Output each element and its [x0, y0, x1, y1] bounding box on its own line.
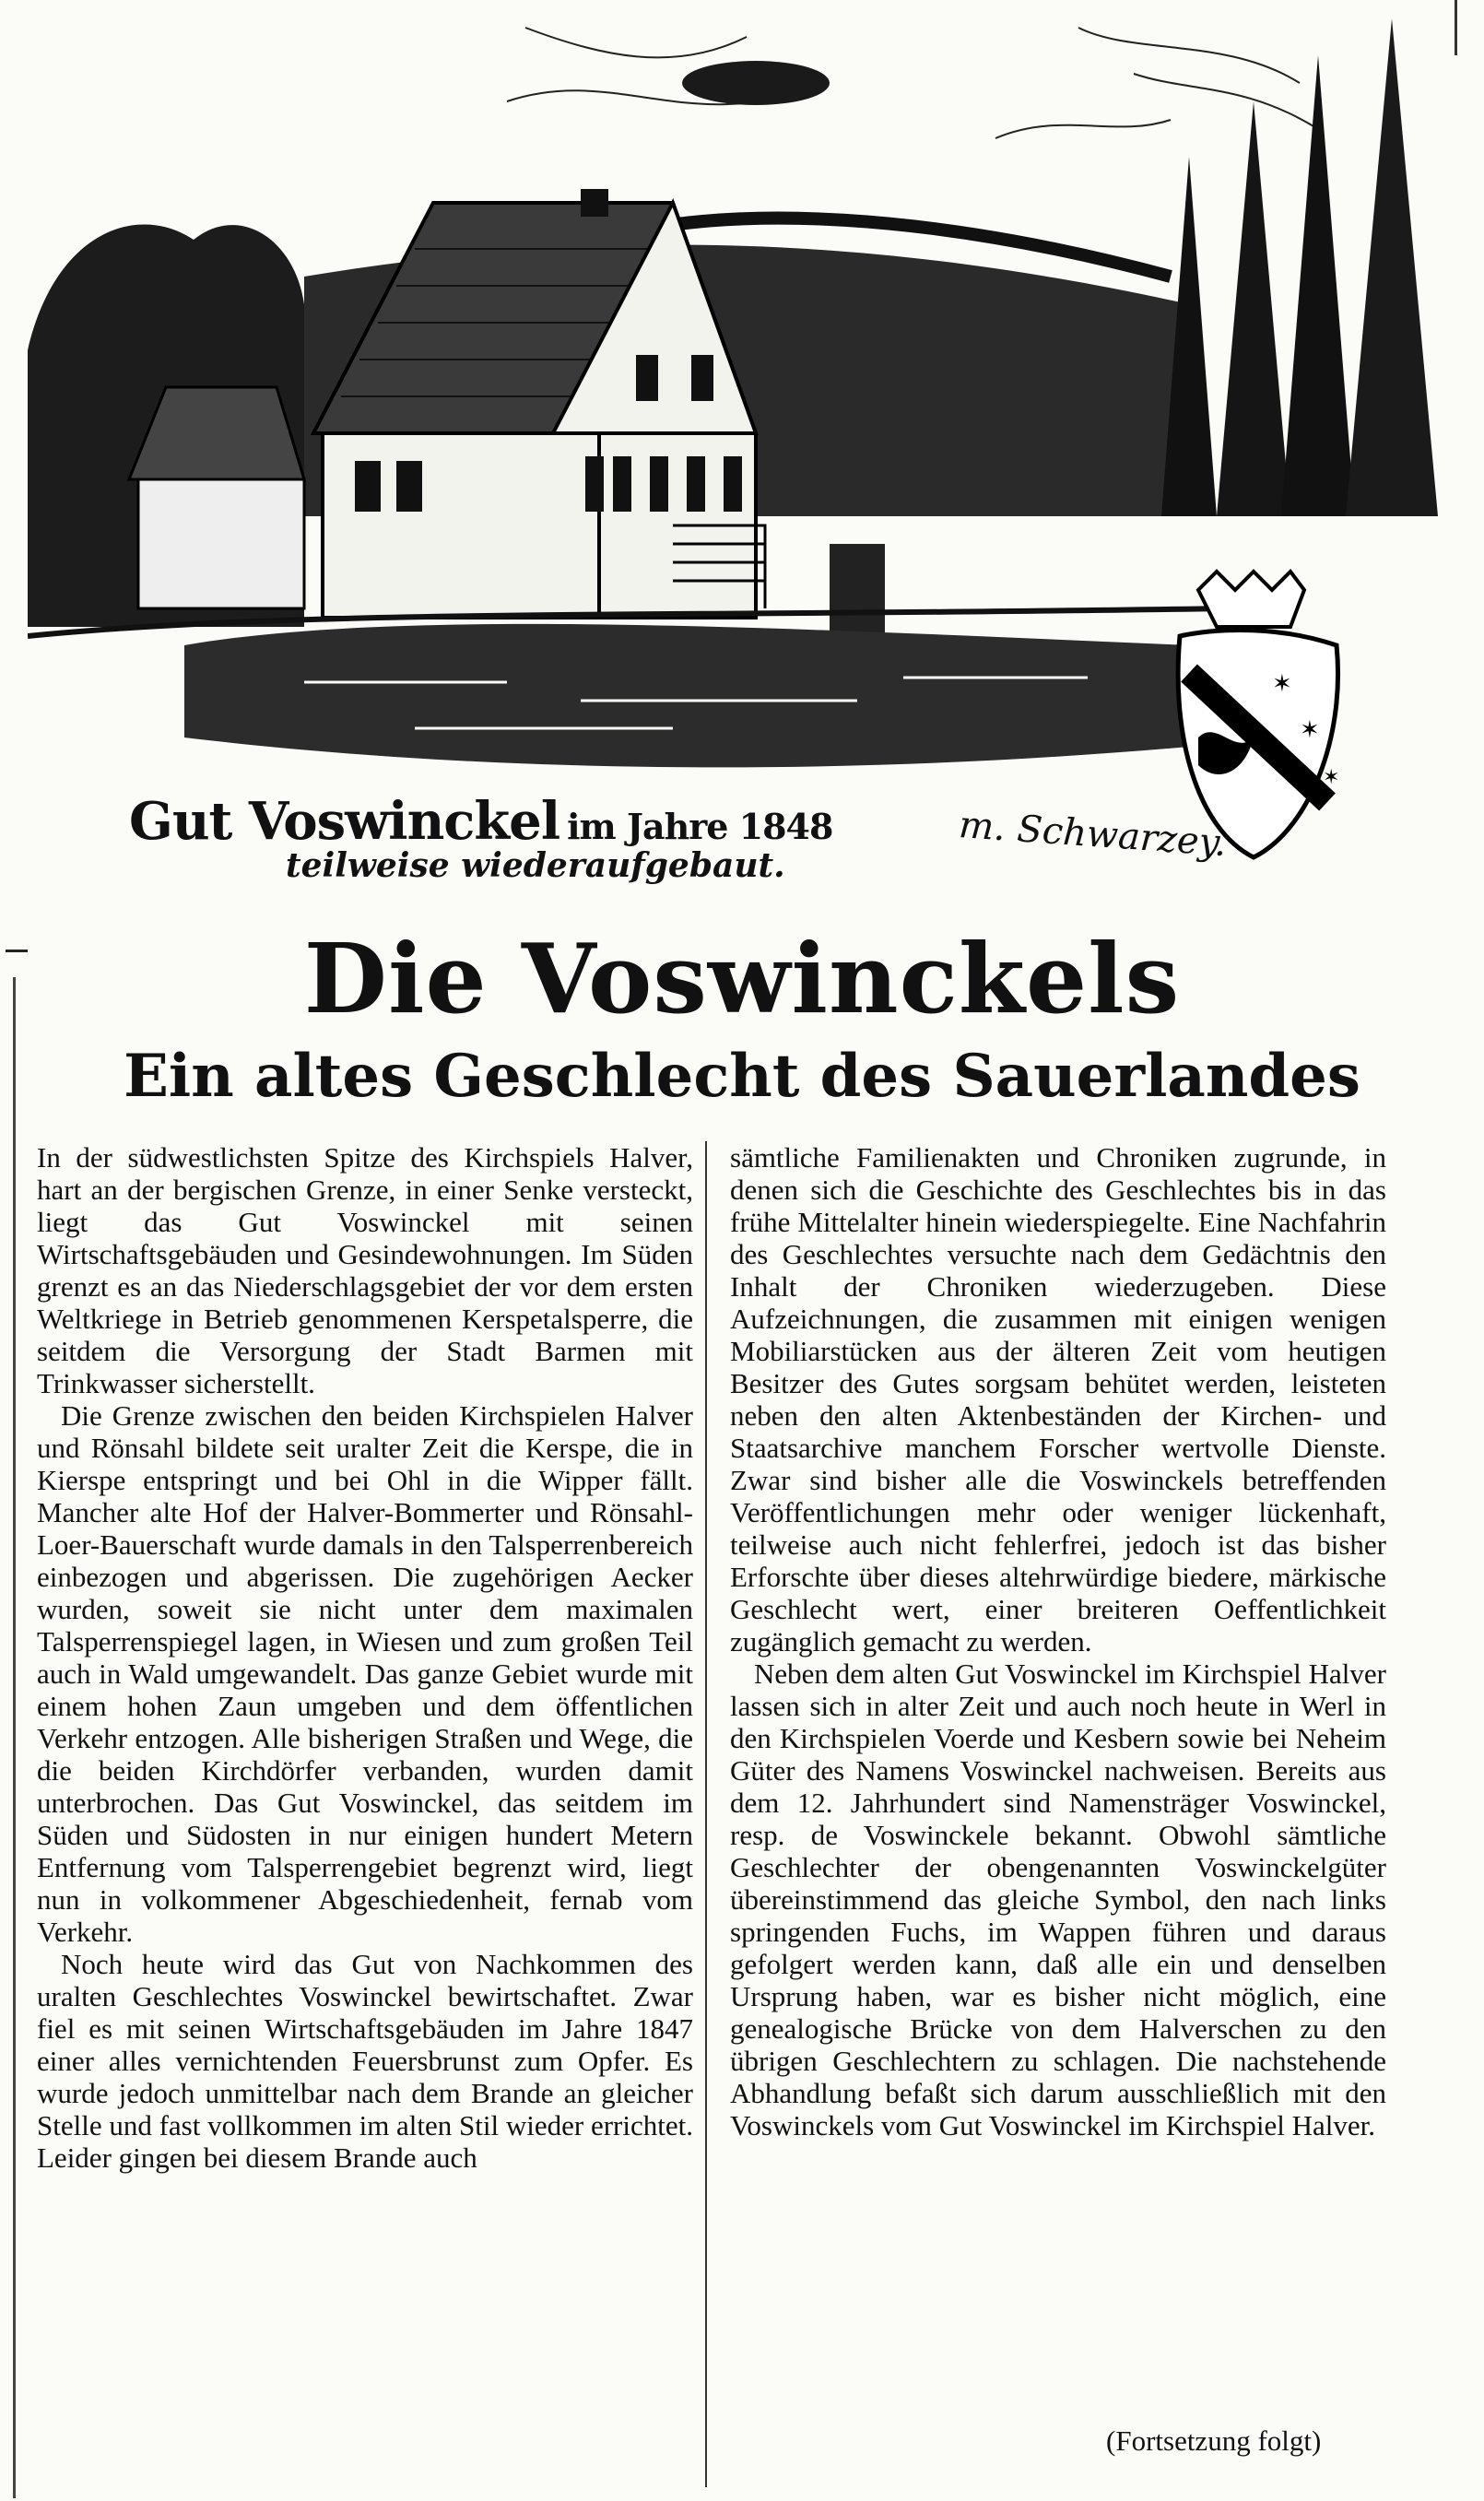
article-title: Die Voswinckels — [303, 922, 1181, 1035]
svg-text:✶: ✶ — [1323, 766, 1340, 789]
paragraph: Die Grenze zwischen den beiden Kirchspielen Halver und Rönsahl bildete seit uralter Zeit die Kerspe, die in Kierspe entspringt und bei Ohl in die Wipper fällt. Mancher alte Hof der Halver-Bommerter und Rönsahl-Loer-Bauerschaft wurde damals in den Talsperrenbereich einbezogen und abgerissen. Die zugehörigen Aecker wurden, soweit sie nicht unter dem maximalen Talsperrenspiegel lagen, in Wiesen und zum großen Teil auch in Wald umgewandelt. Das ganze Gebiet wurde mit einem hohen Zaun umgeben und dem öffentlichen Verkehr entzogen. Alle bisherigen Straßen und Wege, die die beiden Kirchdörfer verbanden, wurden damit unterbrochen. Das Gut Voswinckel, das seitdem im Süden und Südosten in nur einigen hundert Metern Entfernung vom Talsperrengebiet begrenzt wird, liegt nun in volkommener Abgeschiedenheit, fernab vom Verkehr. — [37, 1399, 693, 1948]
article-column-2 — [730, 1141, 1386, 2141]
caption-year: im Jahre 1848 — [567, 806, 833, 847]
farmhouse-drawing — [28, 0, 1447, 908]
left-edge-rule — [13, 977, 16, 2498]
paragraph: sämtliche Familienakten und Chroniken zugrunde, in denen sich die Geschichte des Geschlechtes bis in das frühe Mittelalter hinein wiederspiegelte. Eine Nachfahrin des Geschlechtes versuchte nach dem Gedächtnis den Inhalt der Chroniken wiederzugeben. Diese Aufzeichnungen, die zusammen mit einigen wenigen Mobiliarstücken aus der älteren Zeit vom heutigen Besitzer des Gutes sorgsam behütet werden, leisteten neben den alten Aktenbeständen der Kirchen- und Staatsarchive manchem Forscher wertvolle Dienste. Zwar sind bisher alle die Voswinckels betreffenden Veröffentlichungen mehr oder weniger lückenhaft, teilweise auch nicht fehlerfrei, jedoch ist das bisher Erforschte über dieses altehrwürdige biedere, märkische Geschlecht wert, einer breiteren Oeffentlichkeit zugänglich gemacht zu werden. — [730, 1141, 1386, 1658]
paragraph: In der südwestlichsten Spitze des Kirchspiels Halver, hart an der bergischen Grenze, in einer Senke versteckt, liegt das Gut Voswinckel mit seinen Wirtschaftsgebäuden und Gesindewohnungen. Im Süden grenzt es an das Niederschlagsgebiet der vor dem ersten Weltkriege in Betrieb genommenen Kerspetalsperre, die seitdem die Versorgung der Stadt Barmen mit Trinkwasser sicherstellt. — [37, 1141, 693, 1399]
svg-text:✶: ✶ — [1300, 716, 1320, 744]
paragraph: Neben dem alten Gut Voswinckel im Kirchspiel Halver lassen sich in alter Zeit und auch noch heute in Werl in den Kirchspielen Voerde und Kesbern sowie bei Neheim Güter des Namens Voswinckel nachweisen. Bereits aus dem 12. Jahrhundert sind Namensträger Voswinckel, resp. de Voswinckele bekannt. Obwohl sämtliche Geschlechter der obengenannten Voswinckelgüter übereinstimmend das gleiche Symbol, den nach links springenden Fuchs, im Wappen führen und daraus gefolgert werden kann, daß alle ein und denselben Ursprung haben, war es bisher nicht möglich, eine genealogische Brücke von dem Halverschen zu den übrigen Geschlechtern zu schlagen. Die nachstehende Abhandlung befaßt sich darum ausschließlich mit den Voswinckels vom Gut Voswinckel im Kirchspiel Halver. — [730, 1658, 1386, 2141]
paragraph: Noch heute wird das Gut von Nachkommen des uralten Geschlechtes Voswinckel bewirtschaftet. Zwar fiel es mit seinen Wirtschaftsgebäuden im Jahre 1847 einer alles vernichtenden Feuersbrunst zum Opfer. Es wurde jedoch unmittelbar nach dem Brande an gleicher Stelle und fast vollkommen im alten Stil wieder errichtet. Leider gingen bei diesem Brande auch — [37, 1948, 693, 2174]
right-edge-rule — [1455, 0, 1457, 55]
caption-title: Gut Voswinckel — [129, 791, 560, 852]
caption-subtext: teilweise wiederaufgebaut. — [286, 846, 785, 885]
illustration-caption — [129, 791, 832, 852]
svg-text:✶: ✶ — [1272, 670, 1292, 698]
artist-signature: m. Schwarzey. — [957, 803, 1229, 866]
continuation-note: (Fortsetzung folgt) — [1106, 2424, 1322, 2457]
column-divider — [705, 1141, 707, 2487]
coat-of-arms — [1178, 572, 1339, 857]
article-column-1 — [37, 1141, 693, 2174]
article-subtitle: Ein altes Geschlecht des Sauerlandes — [124, 1042, 1360, 1111]
farmhouse-illustration — [28, 0, 1447, 908]
